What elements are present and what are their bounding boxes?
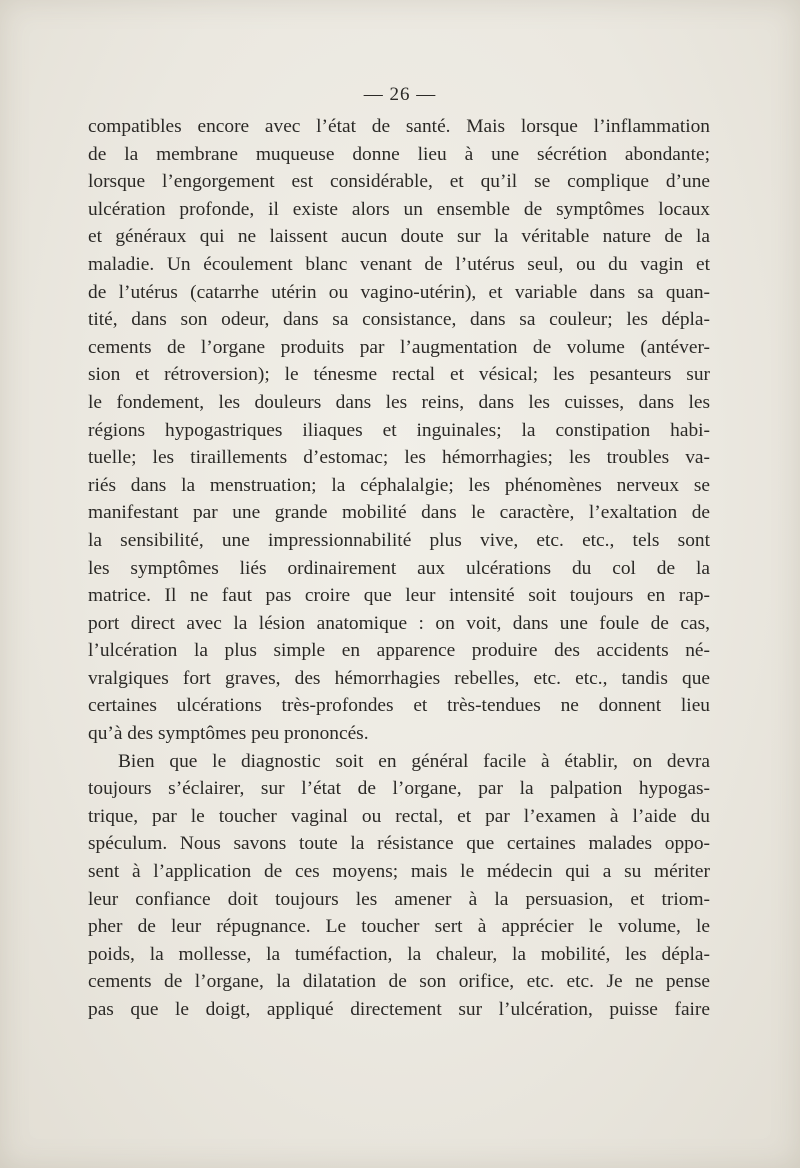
text-line: sion et rétroversion); le ténesme rectal et vésical; les pesanteurs sur (88, 364, 710, 386)
text-line: et généraux qui ne laissent aucun doute sur la véritable nature de la (88, 226, 710, 248)
page-number: — 26 — (363, 84, 437, 105)
text-line: pas que le doigt, appliqué directement sur l’ulcération, puisse faire (88, 999, 710, 1020)
text-line: régions hypogastriques iliaques et inguinales; la constipation habi- (88, 419, 710, 441)
text-line: lorsque l’engorgement est considérable, et qu’il se complique d’une (88, 171, 710, 193)
text-line: cements de l’organe produits par l’augmentation de volume (antéver- (88, 336, 710, 358)
text-line: spéculum. Nous savons toute la résistance que certaines malades oppo- (88, 833, 710, 855)
text-line: les symptômes liés ordinairement aux ulcérations du col de la (88, 557, 710, 579)
text-line: trique, par le toucher vaginal ou rectal, et par l’examen à l’aide du (88, 805, 710, 827)
text-line: toujours s’éclairer, sur l’état de l’organe, par la palpation hypogas- (88, 778, 710, 800)
text-line: riés dans la menstruation; la céphalalgie; les phénomènes nerveux se (88, 474, 710, 496)
text-line: poids, la mollesse, la tuméfaction, la chaleur, la mobilité, les dépla- (88, 943, 710, 965)
text-line-paragraph-start: Bien que le diagnostic soit en général facile à établir, on devra (118, 750, 710, 772)
text-line: l’ulcération la plus simple en apparence produire des accidents né- (88, 640, 710, 662)
text-line: port direct avec la lésion anatomique : on voit, dans une foule de cas, (88, 612, 710, 634)
text-line-paragraph-end: qu’à des symptômes peu prononcés. (88, 723, 369, 745)
text-line: matrice. Il ne faut pas croire que leur intensité soit toujours en rap- (88, 585, 710, 607)
body-text (88, 113, 710, 1024)
text-line: pher de leur répugnance. Le toucher sert à apprécier le volume, le (88, 916, 710, 938)
text-line: de l’utérus (catarrhe utérin ou vagino-utérin), et variable dans sa quan- (88, 281, 710, 303)
text-line: vralgiques fort graves, des hémorrhagies rebelles, etc. etc., tandis que (88, 667, 710, 689)
text-line: compatibles encore avec l’état de santé. Mais lorsque l’inflammation (88, 116, 710, 137)
text-line: leur confiance doit toujours les amener à la persuasion, et triom- (88, 888, 710, 910)
text-line: de la membrane muqueuse donne lieu à une sécrétion abondante; (88, 143, 710, 165)
text-line: tité, dans son odeur, dans sa consistance, dans sa couleur; les dépla- (88, 309, 710, 331)
text-line: maladie. Un écoulement blanc venant de l’utérus seul, ou du vagin et (88, 253, 710, 275)
text-line: sent à l’application de ces moyens; mais le médecin qui a su mériter (88, 861, 710, 883)
text-line: manifestant par une grande mobilité dans le caractère, l’exaltation de (88, 502, 710, 524)
text-line: ulcération profonde, il existe alors un ensemble de symptômes locaux (88, 198, 710, 220)
text-line: certaines ulcérations très-profondes et très-tendues ne donnent lieu (88, 695, 710, 717)
text-line: tuelle; les tiraillements d’estomac; les hémorrhagies; les troubles va- (88, 447, 710, 469)
text-line: le fondement, les douleurs dans les reins, dans les cuisses, dans les (88, 391, 710, 413)
text-line: la sensibilité, une impressionnabilité plus vive, etc. etc., tels sont (88, 529, 710, 551)
text-line: cements de l’organe, la dilatation de son orifice, etc. etc. Je ne pense (88, 971, 710, 993)
